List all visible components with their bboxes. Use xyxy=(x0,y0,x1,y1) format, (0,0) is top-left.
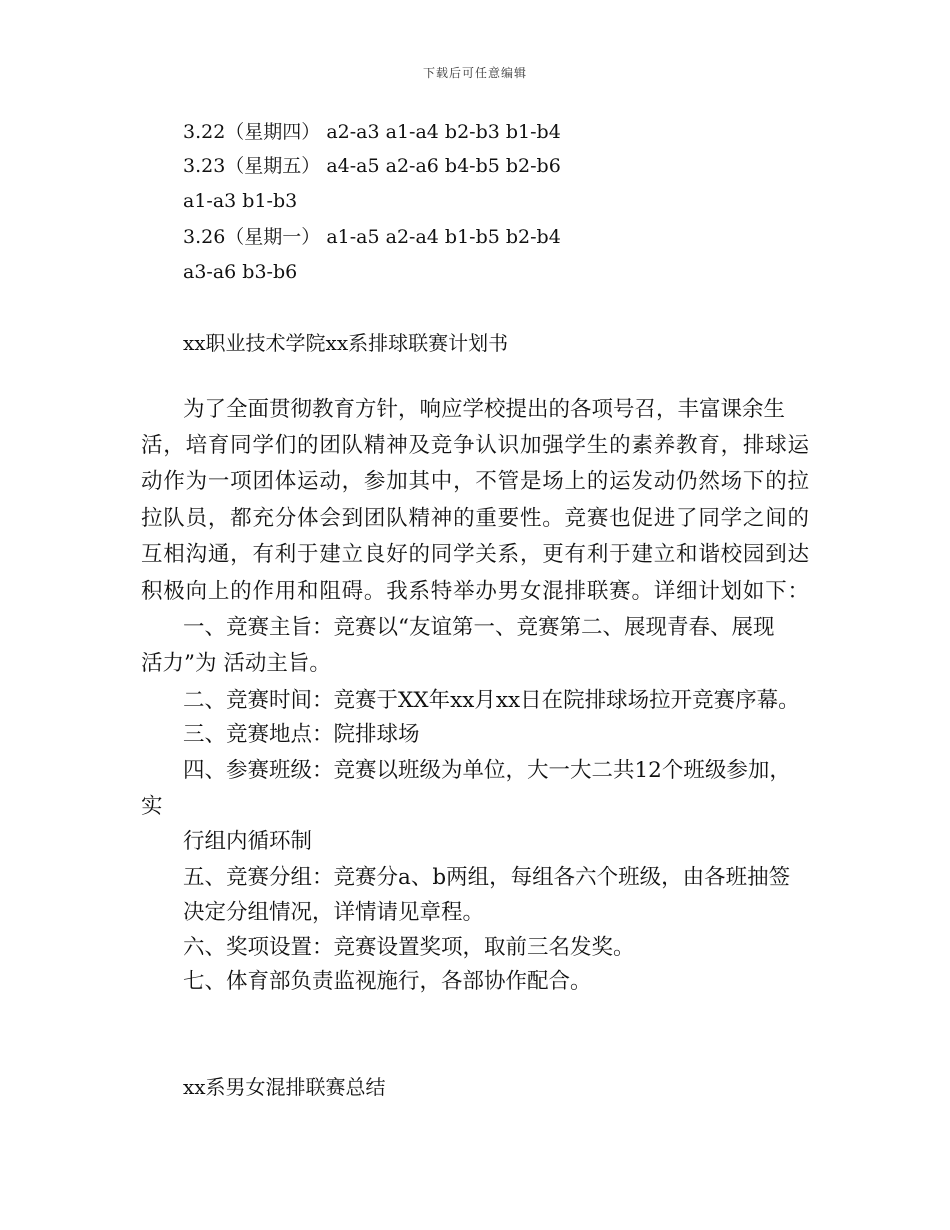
intro-line: 为了全面贯彻教育方针，响应学校提出的各项号召，丰富课余生 xyxy=(183,397,786,422)
plan-item: 活力”为 活动主旨。 xyxy=(141,651,331,676)
schedule-line: 3.22（星期四） a2-a3 a1-a4 b2-b3 b1-b4 xyxy=(183,121,561,143)
schedule-line: 3.23（星期五） a4-a5 a2-a6 b4-b5 b2-b6 xyxy=(183,155,561,177)
plan-item: 二、竞赛时间：竞赛于XX年xx月xx日在院排球场拉开竞赛序幕。 xyxy=(183,688,800,713)
plan-item: 行组内循环制 xyxy=(183,829,313,854)
plan-item: 实 xyxy=(141,794,163,819)
plan-item: 决定分组情况，详情请见章程。 xyxy=(183,900,485,925)
plan-item: 四、参赛班级：竞赛以班级为单位，大一大二共12个班级参加， xyxy=(183,758,791,783)
intro-line: 互相沟通，有利于建立良好的同学关系，更有利于建立和谐校园到达 xyxy=(141,542,809,567)
plan-item: 六、奖项设置：竞赛设置奖项，取前三名发奖。 xyxy=(183,935,635,960)
summary-title: xx系男女混排联赛总结 xyxy=(183,1075,386,1099)
intro-line: 积极向上的作用和阻碍。我系特举办男女混排联赛。详细计划如下： xyxy=(141,579,809,604)
intro-line: 活，培育同学们的团队精神及竞争认识加强学生的素养教育，排球运 xyxy=(141,433,809,458)
schedule-line: 3.26（星期一） a1-a5 a2-a4 b1-b5 b2-b4 xyxy=(183,226,561,248)
intro-line: 拉队员，都充分体会到团队精神的重要性。竞赛也促进了同学之间的 xyxy=(141,506,809,531)
schedule-line: a3-a6 b3-b6 xyxy=(183,261,298,283)
intro-line: 动作为一项团体运动，参加其中，不管是场上的运发动仍然场下的拉 xyxy=(141,469,809,494)
schedule-line: a1-a3 b1-b3 xyxy=(183,190,298,212)
plan-item: 七、体育部负责监视施行，各部协作配合。 xyxy=(183,969,592,994)
page-header-note: 下载后可任意编辑 xyxy=(422,66,527,80)
plan-item: 五、竞赛分组：竞赛分a、b两组，每组各六个班级，由各班抽签 xyxy=(183,865,791,890)
plan-item: 三、竞赛地点：院排球场 xyxy=(183,722,420,747)
plan-title: xx职业技术学院xx系排球联赛计划书 xyxy=(183,331,509,355)
plan-item: 一、竞赛主旨：竞赛以“友谊第一、竞赛第二、展现青春、展现 xyxy=(183,615,775,640)
